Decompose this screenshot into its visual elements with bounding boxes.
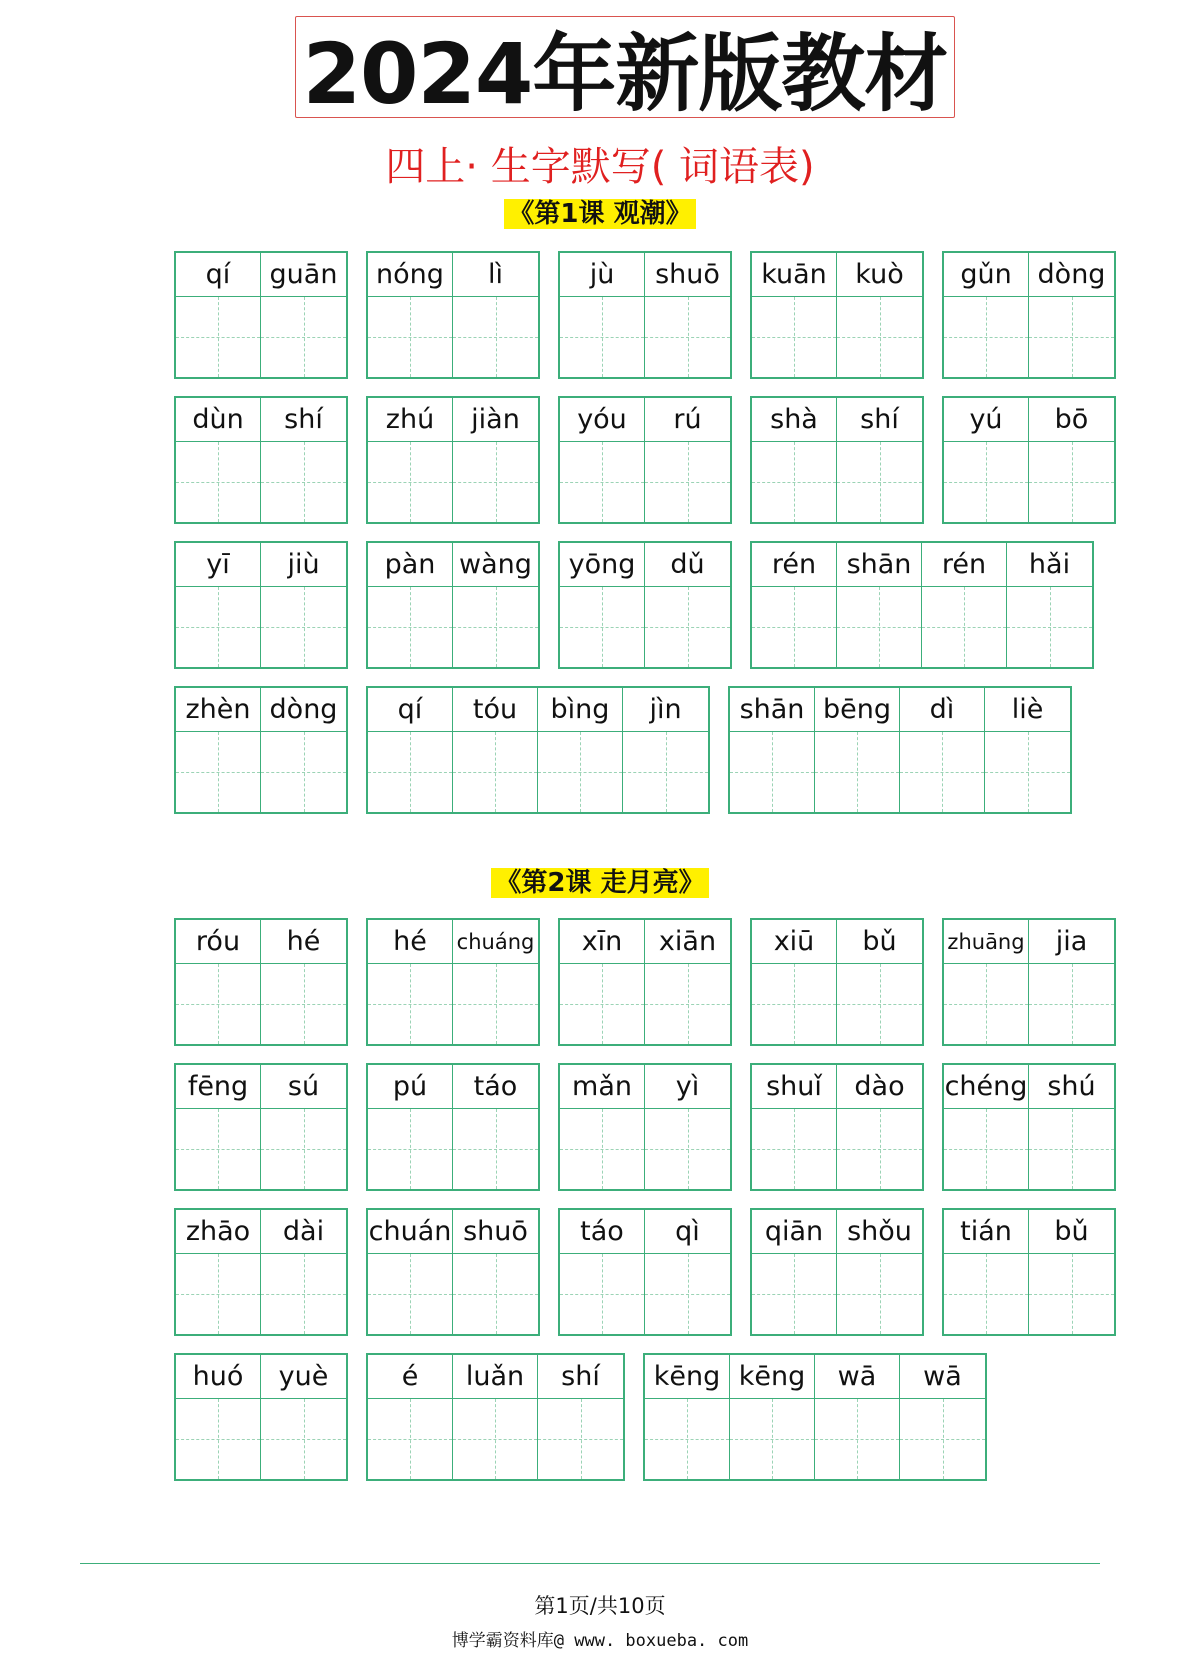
pinyin-label: táo: [453, 1065, 538, 1109]
word-box: [366, 541, 540, 669]
word-box: [174, 396, 348, 524]
writing-square[interactable]: [176, 964, 260, 1044]
pinyin-label: chéng: [944, 1065, 1028, 1109]
writing-square[interactable]: [538, 732, 622, 812]
pinyin-label: luǎn: [453, 1355, 537, 1399]
character-cell[interactable]: [837, 398, 922, 522]
writing-square[interactable]: [560, 297, 644, 377]
pinyin-label: fēng: [176, 1065, 260, 1109]
writing-square[interactable]: [645, 1254, 730, 1334]
writing-square[interactable]: [837, 442, 922, 522]
writing-square[interactable]: [837, 587, 921, 667]
character-cell[interactable]: [837, 1210, 922, 1334]
pinyin-label: dào: [837, 1065, 922, 1109]
word-box: [750, 541, 1094, 669]
writing-square[interactable]: [453, 1254, 538, 1334]
writing-square[interactable]: [368, 1109, 452, 1189]
pinyin-label: sú: [261, 1065, 346, 1109]
character-cell[interactable]: [176, 253, 261, 377]
pinyin-label: rén: [922, 543, 1006, 587]
character-cell[interactable]: [261, 1065, 346, 1189]
pinyin-label: qiān: [752, 1210, 836, 1254]
pinyin-label: wàng: [453, 543, 538, 587]
pinyin-label: zhèn: [176, 688, 260, 732]
character-cell[interactable]: [645, 1065, 730, 1189]
word-box: [558, 1063, 732, 1191]
writing-square[interactable]: [645, 297, 730, 377]
writing-square[interactable]: [176, 442, 260, 522]
pinyin-label: shí: [261, 398, 346, 442]
writing-square[interactable]: [645, 1109, 730, 1189]
pinyin-label: xiū: [752, 920, 836, 964]
character-cell[interactable]: [944, 1210, 1029, 1334]
pinyin-label: kuò: [837, 253, 922, 297]
word-box: [366, 251, 540, 379]
writing-square[interactable]: [261, 964, 346, 1044]
writing-square[interactable]: [837, 1254, 922, 1334]
character-cell[interactable]: [1029, 398, 1114, 522]
character-cell[interactable]: [730, 1355, 815, 1479]
character-cell[interactable]: [645, 543, 730, 667]
character-cell[interactable]: [453, 543, 538, 667]
character-cell[interactable]: [368, 253, 453, 377]
page-subtitle: 四上· 生字默写( 词语表): [385, 144, 815, 190]
writing-square[interactable]: [752, 1254, 836, 1334]
pinyin-label: huó: [176, 1355, 260, 1399]
writing-square[interactable]: [368, 1399, 452, 1479]
writing-square[interactable]: [560, 964, 644, 1044]
writing-square[interactable]: [368, 964, 452, 1044]
word-box: [366, 1208, 540, 1336]
writing-square[interactable]: [560, 1109, 644, 1189]
word-box: [942, 396, 1116, 524]
pinyin-label: zhú: [368, 398, 452, 442]
writing-square[interactable]: [922, 587, 1006, 667]
writing-square[interactable]: [538, 1399, 623, 1479]
writing-square[interactable]: [730, 732, 814, 812]
word-box: [750, 1208, 924, 1336]
pinyin-label: dòng: [261, 688, 346, 732]
writing-square[interactable]: [1007, 587, 1092, 667]
writing-square[interactable]: [368, 1254, 452, 1334]
character-cell[interactable]: [176, 1065, 261, 1189]
pinyin-label: jia: [1029, 920, 1114, 964]
character-cell[interactable]: [261, 1210, 346, 1334]
word-box: [366, 396, 540, 524]
word-box: [750, 251, 924, 379]
writing-square[interactable]: [944, 297, 1028, 377]
pinyin-label: chuáng: [453, 920, 538, 964]
pinyin-label: yī: [176, 543, 260, 587]
character-cell[interactable]: [837, 1065, 922, 1189]
pinyin-label: rú: [645, 398, 730, 442]
character-cell[interactable]: [538, 688, 623, 812]
pinyin-label: zhuāng: [944, 920, 1028, 964]
character-cell[interactable]: [453, 920, 538, 1044]
writing-square[interactable]: [944, 1254, 1028, 1334]
pinyin-label: yì: [645, 1065, 730, 1109]
character-cell[interactable]: [453, 1065, 538, 1189]
pinyin-label: zhāo: [176, 1210, 260, 1254]
character-cell[interactable]: [900, 1355, 985, 1479]
pinyin-label: hé: [261, 920, 346, 964]
word-box: [174, 541, 348, 669]
character-cell[interactable]: [453, 398, 538, 522]
character-cell[interactable]: [1029, 920, 1114, 1044]
pinyin-label: yuè: [261, 1355, 346, 1399]
writing-square[interactable]: [560, 1254, 644, 1334]
writing-square[interactable]: [1029, 1109, 1114, 1189]
character-cell[interactable]: [453, 253, 538, 377]
word-box: [643, 1353, 987, 1481]
writing-square[interactable]: [1029, 964, 1114, 1044]
word-box: [174, 686, 348, 814]
character-cell[interactable]: [176, 1210, 261, 1334]
character-cell[interactable]: [944, 1065, 1029, 1189]
writing-square[interactable]: [900, 1399, 985, 1479]
pinyin-label: qí: [176, 253, 260, 297]
character-cell[interactable]: [1029, 1065, 1114, 1189]
character-cell[interactable]: [645, 253, 730, 377]
word-box: [366, 1063, 540, 1191]
lesson-2-title: 《第2课 走月亮》: [0, 862, 1200, 899]
character-cell[interactable]: [645, 920, 730, 1044]
character-cell[interactable]: [538, 1355, 623, 1479]
character-cell[interactable]: [560, 1065, 645, 1189]
character-cell[interactable]: [837, 920, 922, 1044]
pinyin-label: bǔ: [1029, 1210, 1114, 1254]
word-box: [942, 1063, 1116, 1191]
writing-square[interactable]: [368, 732, 452, 812]
pinyin-label: mǎn: [560, 1065, 644, 1109]
pinyin-label: bǔ: [837, 920, 922, 964]
word-box: [942, 1208, 1116, 1336]
character-cell[interactable]: [752, 398, 837, 522]
writing-square[interactable]: [176, 587, 260, 667]
writing-square[interactable]: [837, 297, 922, 377]
character-cell[interactable]: [752, 920, 837, 1044]
character-cell[interactable]: [730, 688, 815, 812]
character-cell[interactable]: [453, 1210, 538, 1334]
writing-square[interactable]: [752, 297, 836, 377]
pinyin-label: pú: [368, 1065, 452, 1109]
character-cell[interactable]: [560, 920, 645, 1044]
character-cell[interactable]: [985, 688, 1070, 812]
writing-square[interactable]: [176, 297, 260, 377]
character-cell[interactable]: [368, 688, 453, 812]
word-box: [174, 1208, 348, 1336]
pinyin-label: dì: [900, 688, 984, 732]
word-box: [366, 686, 710, 814]
character-cell[interactable]: [176, 398, 261, 522]
character-cell[interactable]: [368, 1355, 453, 1479]
writing-square[interactable]: [752, 587, 836, 667]
pinyin-label: shí: [837, 398, 922, 442]
writing-square[interactable]: [261, 732, 346, 812]
word-box: [174, 918, 348, 1046]
character-cell[interactable]: [922, 543, 1007, 667]
pinyin-label: wā: [815, 1355, 899, 1399]
character-cell[interactable]: [176, 688, 261, 812]
character-cell[interactable]: [900, 688, 985, 812]
writing-square[interactable]: [453, 442, 538, 522]
writing-square[interactable]: [176, 1254, 260, 1334]
character-cell[interactable]: [623, 688, 708, 812]
writing-square[interactable]: [261, 442, 346, 522]
pinyin-label: kuān: [752, 253, 836, 297]
writing-square[interactable]: [944, 964, 1028, 1044]
character-cell[interactable]: [560, 543, 645, 667]
pinyin-label: hé: [368, 920, 452, 964]
character-cell[interactable]: [645, 1355, 730, 1479]
word-box: [174, 1063, 348, 1191]
character-cell[interactable]: [815, 688, 900, 812]
pinyin-label: shí: [538, 1355, 623, 1399]
pinyin-label: pàn: [368, 543, 452, 587]
character-cell[interactable]: [944, 920, 1029, 1044]
writing-square[interactable]: [368, 297, 452, 377]
writing-square[interactable]: [730, 1399, 814, 1479]
character-cell[interactable]: [453, 688, 538, 812]
word-box: [174, 1353, 348, 1481]
lesson-1-title: 《第1课 观潮》: [0, 193, 1200, 230]
character-cell[interactable]: [368, 1210, 453, 1334]
writing-square[interactable]: [645, 964, 730, 1044]
character-cell[interactable]: [261, 688, 346, 812]
character-cell[interactable]: [752, 543, 837, 667]
pinyin-label: shuǐ: [752, 1065, 836, 1109]
character-cell[interactable]: [261, 920, 346, 1044]
word-box: [558, 251, 732, 379]
pinyin-label: yú: [944, 398, 1028, 442]
pinyin-label: kēng: [730, 1355, 814, 1399]
character-cell[interactable]: [944, 398, 1029, 522]
word-box: [366, 918, 540, 1046]
character-cell[interactable]: [176, 1355, 261, 1479]
writing-square[interactable]: [176, 732, 260, 812]
footer-divider: [80, 1563, 1100, 1564]
page-title: 2024年新版教材: [295, 16, 955, 118]
character-cell[interactable]: [368, 1065, 453, 1189]
writing-square[interactable]: [261, 297, 346, 377]
pinyin-label: wā: [900, 1355, 985, 1399]
page-number: 第1页/共10页: [534, 1594, 666, 1618]
pinyin-label: shà: [752, 398, 836, 442]
pinyin-label: róu: [176, 920, 260, 964]
word-box: [942, 251, 1116, 379]
character-cell[interactable]: [560, 398, 645, 522]
character-cell[interactable]: [1029, 253, 1114, 377]
word-box: [558, 918, 732, 1046]
pinyin-label: yóu: [560, 398, 644, 442]
pinyin-label: jiù: [261, 543, 346, 587]
pinyin-label: gǔn: [944, 253, 1028, 297]
character-cell[interactable]: [560, 253, 645, 377]
word-box: [750, 396, 924, 524]
pinyin-label: xiān: [645, 920, 730, 964]
writing-square[interactable]: [815, 1399, 899, 1479]
pinyin-label: chuán: [368, 1210, 452, 1254]
writing-square[interactable]: [453, 964, 538, 1044]
character-cell[interactable]: [837, 543, 922, 667]
writing-square[interactable]: [645, 1399, 729, 1479]
writing-square[interactable]: [752, 964, 836, 1044]
word-box: [558, 396, 732, 524]
character-cell[interactable]: [944, 253, 1029, 377]
character-cell[interactable]: [1007, 543, 1092, 667]
writing-square[interactable]: [176, 1399, 260, 1479]
writing-square[interactable]: [453, 297, 538, 377]
character-cell[interactable]: [453, 1355, 538, 1479]
character-cell[interactable]: [261, 543, 346, 667]
pinyin-label: é: [368, 1355, 452, 1399]
writing-square[interactable]: [1029, 297, 1114, 377]
pinyin-label: dòng: [1029, 253, 1114, 297]
pinyin-label: guān: [261, 253, 346, 297]
pinyin-label: shān: [837, 543, 921, 587]
character-cell[interactable]: [261, 1355, 346, 1479]
writing-square[interactable]: [261, 1109, 346, 1189]
pinyin-label: xīn: [560, 920, 644, 964]
character-cell[interactable]: [368, 920, 453, 1044]
writing-square[interactable]: [900, 732, 984, 812]
character-cell[interactable]: [261, 398, 346, 522]
character-cell[interactable]: [752, 253, 837, 377]
character-cell[interactable]: [837, 253, 922, 377]
pinyin-label: shǒu: [837, 1210, 922, 1254]
pinyin-label: qí: [368, 688, 452, 732]
writing-square[interactable]: [815, 732, 899, 812]
writing-square[interactable]: [261, 1254, 346, 1334]
writing-square[interactable]: [752, 1109, 836, 1189]
pinyin-label: shuō: [645, 253, 730, 297]
pinyin-label: bēng: [815, 688, 899, 732]
character-cell[interactable]: [176, 920, 261, 1044]
writing-square[interactable]: [985, 732, 1070, 812]
character-cell[interactable]: [176, 543, 261, 667]
pinyin-label: qì: [645, 1210, 730, 1254]
word-box: [558, 541, 732, 669]
writing-square[interactable]: [752, 442, 836, 522]
site-watermark: 博学霸资料库@ www. boxueba. com: [451, 1631, 749, 1651]
writing-square[interactable]: [560, 442, 644, 522]
writing-square[interactable]: [261, 1399, 346, 1479]
writing-square[interactable]: [837, 1109, 922, 1189]
writing-square[interactable]: [453, 1109, 538, 1189]
character-cell[interactable]: [368, 398, 453, 522]
writing-square[interactable]: [944, 1109, 1028, 1189]
pinyin-label: bō: [1029, 398, 1114, 442]
pinyin-label: shú: [1029, 1065, 1114, 1109]
pinyin-label: jù: [560, 253, 644, 297]
pinyin-label: shān: [730, 688, 814, 732]
pinyin-label: rén: [752, 543, 836, 587]
character-cell[interactable]: [261, 253, 346, 377]
writing-square[interactable]: [453, 587, 538, 667]
word-box: [174, 251, 348, 379]
pinyin-label: shuō: [453, 1210, 538, 1254]
character-cell[interactable]: [645, 398, 730, 522]
pinyin-label: dài: [261, 1210, 346, 1254]
pinyin-label: tián: [944, 1210, 1028, 1254]
writing-square[interactable]: [560, 587, 644, 667]
pinyin-label: tóu: [453, 688, 537, 732]
pinyin-label: táo: [560, 1210, 644, 1254]
word-box: [750, 1063, 924, 1191]
pinyin-label: lì: [453, 253, 538, 297]
character-cell[interactable]: [1029, 1210, 1114, 1334]
word-box: [558, 1208, 732, 1336]
pinyin-label: bìng: [538, 688, 622, 732]
pinyin-label: dùn: [176, 398, 260, 442]
writing-square[interactable]: [261, 587, 346, 667]
writing-square[interactable]: [645, 587, 730, 667]
pinyin-label: liè: [985, 688, 1070, 732]
pinyin-label: hǎi: [1007, 543, 1092, 587]
pinyin-label: dǔ: [645, 543, 730, 587]
character-cell[interactable]: [752, 1065, 837, 1189]
character-cell[interactable]: [815, 1355, 900, 1479]
writing-square[interactable]: [368, 442, 452, 522]
character-cell[interactable]: [645, 1210, 730, 1334]
pinyin-label: yōng: [560, 543, 644, 587]
character-cell[interactable]: [752, 1210, 837, 1334]
writing-square[interactable]: [453, 1399, 537, 1479]
writing-square[interactable]: [944, 442, 1028, 522]
word-box: [750, 918, 924, 1046]
writing-square[interactable]: [176, 1109, 260, 1189]
writing-square[interactable]: [623, 732, 708, 812]
writing-square[interactable]: [1029, 442, 1114, 522]
pinyin-label: nóng: [368, 253, 452, 297]
writing-square[interactable]: [1029, 1254, 1114, 1334]
writing-square[interactable]: [453, 732, 537, 812]
character-cell[interactable]: [368, 543, 453, 667]
word-box: [728, 686, 1072, 814]
word-box: [942, 918, 1116, 1046]
writing-square[interactable]: [368, 587, 452, 667]
character-cell[interactable]: [560, 1210, 645, 1334]
pinyin-label: jìn: [623, 688, 708, 732]
writing-square[interactable]: [645, 442, 730, 522]
word-box: [366, 1353, 625, 1481]
pinyin-label: kēng: [645, 1355, 729, 1399]
writing-square[interactable]: [837, 964, 922, 1044]
pinyin-label: jiàn: [453, 398, 538, 442]
